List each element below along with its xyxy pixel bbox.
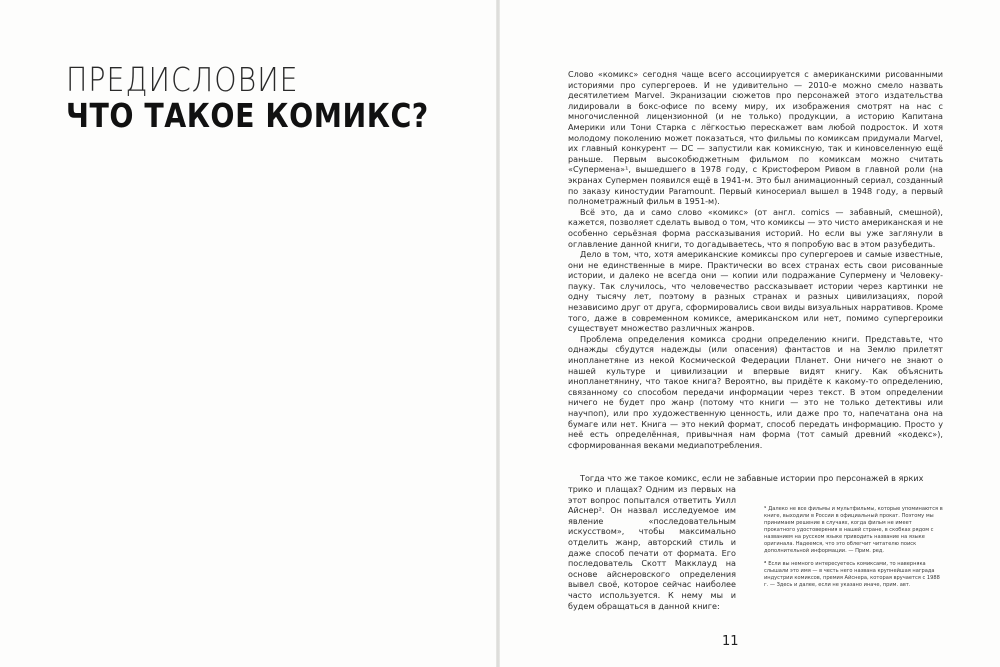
footnote-2-text: Если вы немного интересуетесь комиксами, то наверняка слышали это имя — в честь него названа крупнейшая награда индустрии комиксов, премия Айснера, которая вручается с 1988 г. — Здесь и далее, если не указано иначе, прим. авт. xyxy=(764,561,940,588)
footnote-1-text: Далеко не все фильмы и мультфильмы, которые упоминаются в книге, выходили в России в официальный прокат. Поэтому мы принимаем решение в случаях, когда фильм не имеет прокатного удостоверения в нашей стране, в скобках рядом с названием на русском языке приводить название на языке оригинала. Надеемся, что это облегчит читателю поиск дополнительной информации. — Прим. ред. xyxy=(764,506,943,554)
footnotes xyxy=(764,506,944,595)
paragraph-1: Слово «комикс» сегодня чаще всего ассоциируется с американскими рисованными историями про супергероев. И не удивительно — 2010-е можно смело назвать десятилетием Marvel. Экранизации сюжетов про персонажей этого издательства лидировали в бокс-офисе по всему миру, их изображения смотрят на нас с многочисленной лицензионной (и не только) продукции, а историю Капитана Америки или Тони Старка с лёгкостью перескажет вам любой подросток. И хотя молодому поколению может показаться, что фильмы по комиксам придумали Marvel, их главный конкурент — DC — запустили как комиксную, так и киновселенную ещё раньше. Первым высокобюджетным фильмом по комиксам можно считать «Супермена»¹, вышедшего в 1978 году, с Кристофером Ривом в главной роли (на экранах Супермен появился ещё в 1941-м. Это был анимационный сериал, созданный по заказу киностудии Paramount. Первый киносериал вышел в 1948 году, а первый полнометражный фильм в 1951-м). xyxy=(568,69,943,207)
footnote-1 xyxy=(764,506,944,555)
chapter-title xyxy=(66,62,488,134)
footnote-2-mark: ² xyxy=(764,561,767,567)
narrow-column xyxy=(568,484,736,611)
body-text xyxy=(568,69,943,450)
left-page xyxy=(0,0,496,667)
paragraph-2: Всё это, да и само слово «комикс» (от англ. comics — забавный, смешной), кажется, позволяет сделать вывод о том, что комиксы — это чисто американская и не особенно серьёзная форма рассказывания историй. Но если вы уже заглянули в оглавление данной книги, то догадываетесь, что я попробую вас в этом разубедить. xyxy=(568,206,943,249)
chapter-title-line2: ЧТО ТАКОЕ КОМИКС? xyxy=(66,96,429,135)
footnote-1-mark: ¹ xyxy=(764,506,767,512)
paragraph-5-lead: Тогда что же такое комикс, если не забавные истории про персонажей в ярких xyxy=(580,473,924,483)
paragraph-5-narrow: трико и плащах? Одним из первых на этот вопрос попытался ответить Уилл Айснер². Он назвал исследуемое им явление «последовательным искусством», чтобы максимально отделить жанр, авторский стиль и даже способ печати от формата. Его последователь Скотт Макклауд на основе айснеровского определения вывел своё, которое сейчас наиболее часто используется. К нему мы и будем обращаться в данной книге: xyxy=(568,484,736,611)
page-number: 11 xyxy=(722,634,739,649)
footnote-2 xyxy=(764,561,944,589)
paragraph-3: Дело в том, что, хотя американские комиксы про супергероев и самые известные, они не единственные в мире. Практически во всех странах есть свои рисованные истории, и далеко не всегда они — копии или подражание Супермену и Человеку-пауку. Так случилось, что человечество рассказывает истории через картинки не одну тысячу лет, поэтому в разных странах и разных цивилизациях, порой независимо друг от друга, сформировались свои виды визуальных нарративов. Кроме того, даже в современном комиксе, американском или нет, помимо супергероики существует множество различных жанров. xyxy=(568,249,943,334)
paragraph-4: Проблема определения комикса сродни определению книги. Представьте, что однажды сбудутся надежды (или опасения) фантастов и на Землю прилетят инопланетяне из некой Космической Федерации Планет. Они ничего не знают о нашей культуре и цивилизации и впервые видят книгу. Как объяснить инопланетянину, что такое книга? Вероятно, вы придёте к какому-то определению, связанному со способом передачи информации через текст. В этом определении ничего не будет про жанр (потому что книги — это не только детективы или научпоп), или про художественную ценность, или даже про то, напечатана она на бумаге или нет. Книга — это некий формат, способ передать информацию. Просто у неё есть определённая, привычная нам форма (тот самый древний «кодекс»), сформированная веками медиапотребления. xyxy=(568,333,943,450)
chapter-title-line1: ПРЕДИСЛОВИЕ xyxy=(66,60,299,99)
